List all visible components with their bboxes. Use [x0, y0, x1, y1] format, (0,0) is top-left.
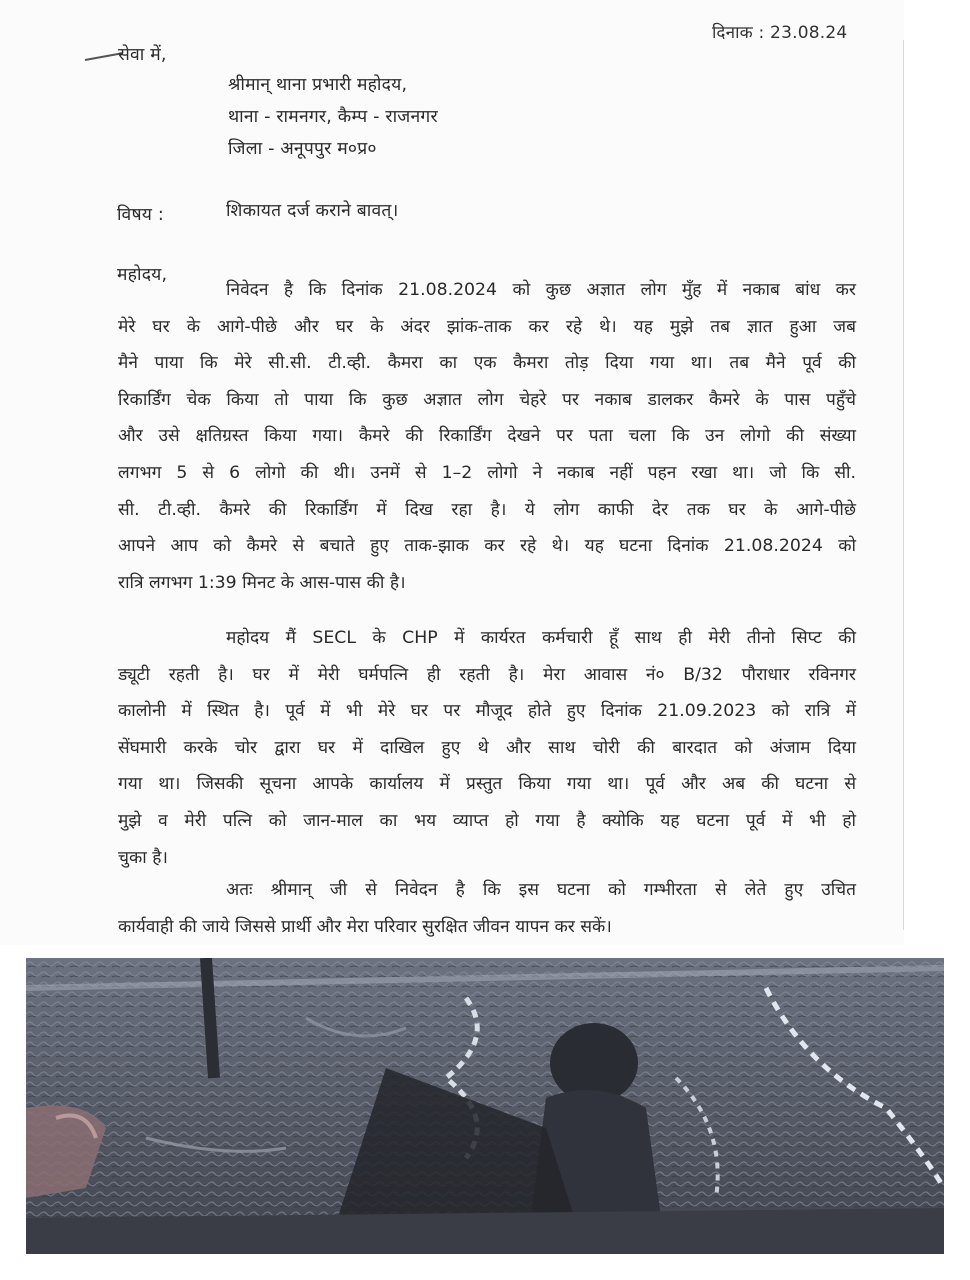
paragraph-line: मेरे घर के आगे-पीछे और घर के अंदर झांक-ताक कर रहे थे। यह मुझे तब ज्ञात हुआ जब — [118, 316, 856, 337]
paragraph-line: आपने आप को कैमरे से बचाते हुए ताक-झाक कर रहे थे। यह घटना दिनांक 21.08.2024 को — [118, 536, 856, 557]
address-line: जिला - अनूपपुर म०प्र० — [228, 139, 377, 159]
subject-text: शिकायत दर्ज कराने बावत्। — [226, 201, 399, 221]
paragraph-line: गया था। जिसकी सूचना आपके कार्यालय में प्रस्तुत किया गया था। पूर्व और अब की घटना से — [118, 774, 856, 795]
address-line: श्रीमान् थाना प्रभारी महोदय, — [228, 75, 408, 95]
paragraph-line: और उसे क्षतिग्रस्त किया गया। कैमरे की रिकार्डिंग देखने पर पता चला कि उन लोगो की संख्या — [118, 426, 856, 447]
paragraph-2 — [118, 620, 856, 876]
paragraph-line: कार्यवाही की जाये जिससे प्रार्थी और मेरा परिवार सुरक्षित जीवन यापन कर सकें। — [118, 916, 612, 937]
paragraph-3 — [118, 872, 856, 945]
cctv-scene-graphic — [26, 958, 944, 1254]
page-margin — [904, 0, 970, 945]
paragraph-1 — [118, 272, 856, 601]
paragraph-line: मैने पाया कि मेरे सी.सी. टी.व्ही. कैमरा का एक कैमरा तोड़ दिया गया था। तब मैने पूर्व की — [118, 353, 856, 374]
to-line: सेवा में, — [118, 45, 167, 65]
paragraph-line: कालोनी में स्थित है। पूर्व में भी मेरे घर पर मौजूद होते हुए दिनांक 21.09.2023 को रात्रि में — [118, 701, 856, 722]
paragraph-line: रात्रि लगभग 1:39 मिनट के आस-पास की है। — [118, 572, 406, 593]
paragraph-line: चुका है। — [118, 847, 168, 868]
subject-label: विषय : — [117, 205, 164, 225]
paragraph-line: सेंघमारी करके चोर द्वारा घर में दाखिल हुए थे और साथ चोरी की बारदात को अंजाम दिया — [118, 737, 856, 758]
paragraph-line: ड्यूटी रहती है। घर में मेरी घर्मपत्नि ही रहती है। मेरा आवास नं० B/32 पौराधार रविनगर — [118, 664, 856, 685]
paragraph-line: लगभग 5 से 6 लोगो की थी। उनमें से 1–2 लोगो ने नकाब नहीं पहन रखा था। जो कि सी. — [118, 462, 856, 483]
paragraph-line: सी. टी.व्ही. कैमरे की रिकार्डिंग में दिख रहा है। ये लोग काफी देर तक घर के आगे-पीछे — [118, 499, 856, 520]
greeting: महोदय, — [117, 265, 168, 285]
cctv-still-image — [26, 958, 944, 1254]
letter-date: दिनाक : 23.08.24 — [712, 23, 848, 43]
paragraph-line: रिकार्डिंग चेक किया तो पाया कि कुछ अज्ञात लोग चेहरे पर नकाब डालकर कैमरे के पास पहुँचे — [118, 389, 856, 410]
paragraph-line: मुझे व मेरी पत्नि को जान-माल का भय व्याप्त हो गया है क्योकि यह घटना पूर्व में भी हो — [118, 810, 856, 831]
paragraph-line: निवेदन है कि दिनांक 21.08.2024 को कुछ अज्ञात लोग मुँह में नकाब बांध कर — [226, 280, 856, 300]
paragraph-line: महोदय मैं SECL के CHP में कार्यरत कर्मचारी हूँ साथ ही मेरी तीनो सिप्ट की — [226, 628, 856, 648]
page-edge-divider — [903, 40, 904, 930]
paragraph-line: अतः श्रीमान् जी से निवेदन है कि इस घटना को गम्भीरता से लेते हुए उचित — [226, 880, 856, 900]
address-line: थाना - रामनगर, कैम्प - राजनगर — [228, 107, 438, 127]
